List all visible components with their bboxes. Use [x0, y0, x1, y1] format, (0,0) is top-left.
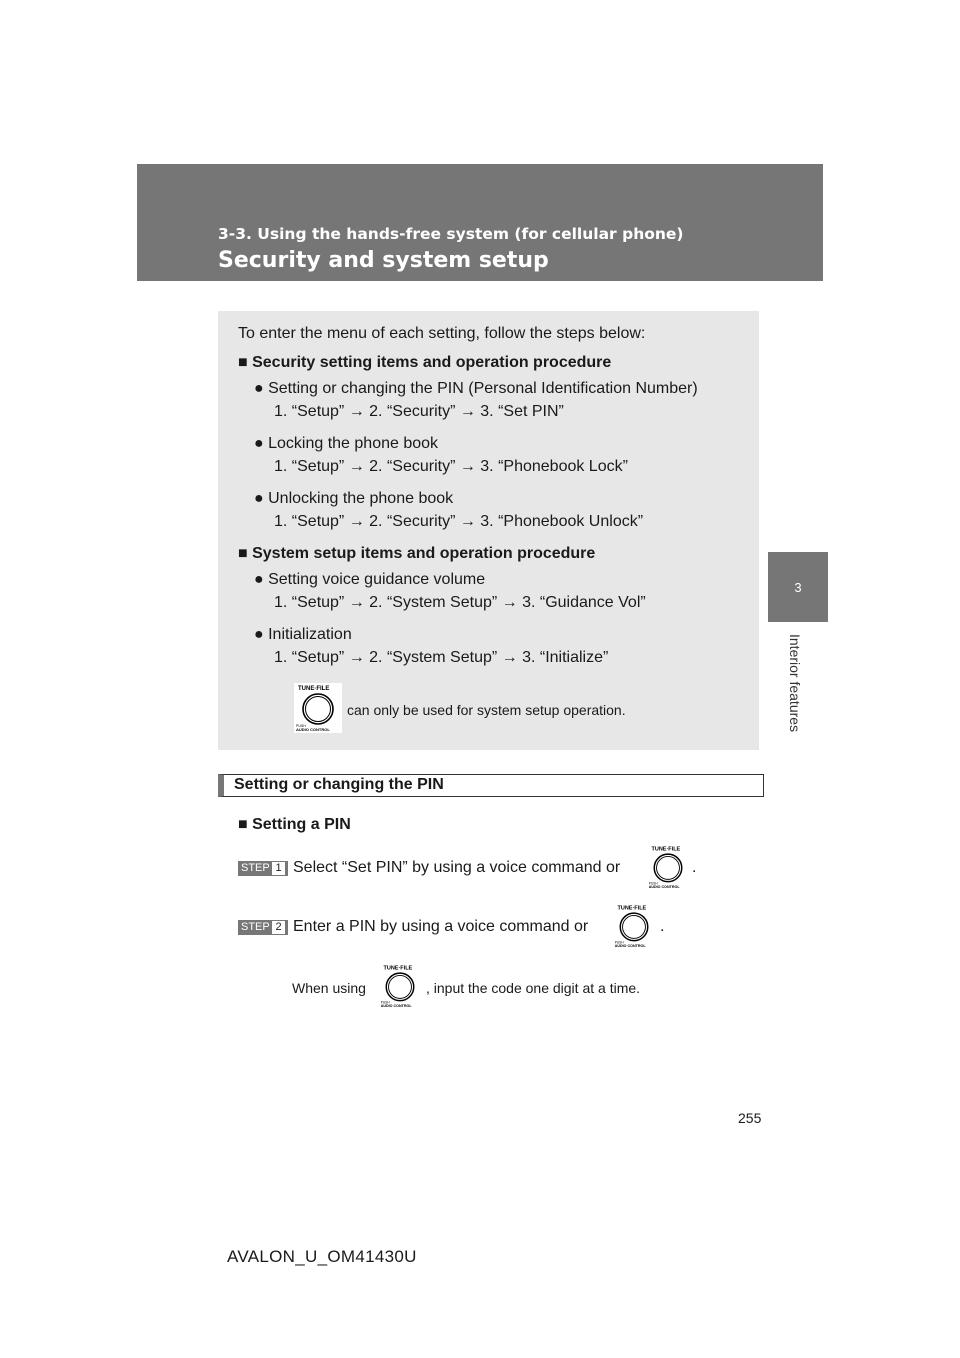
info-box — [218, 311, 759, 750]
step-1-badge: STEP 1 — [238, 861, 288, 876]
intro-text: To enter the menu of each setting, follow the steps below: — [238, 325, 646, 342]
svg-text:AUDIO CONTROL: AUDIO CONTROL — [614, 944, 646, 949]
procedure-steps: 1. “Setup” → 2. “Security” → 3. “Phonebook Lock” — [274, 458, 628, 475]
svg-text:AUDIO CONTROL: AUDIO CONTROL — [380, 1004, 412, 1009]
list-item: ● Initialization — [254, 626, 352, 643]
square-bullet-icon: ■ — [238, 816, 253, 833]
section-heading-bar — [218, 774, 764, 797]
subheading: ■ Setting a PIN — [238, 816, 351, 833]
chapter-number: 3 — [794, 579, 802, 595]
tune-file-knob-icon — [612, 902, 656, 950]
svg-text:TUNE·FILE: TUNE·FILE — [298, 686, 330, 692]
list-item: ● Setting voice guidance volume — [254, 571, 486, 588]
svg-text:TUNE·FILE: TUNE·FILE — [383, 965, 413, 972]
tune-file-knob-icon — [646, 843, 690, 891]
svg-text:AUDIO CONTROL: AUDIO CONTROL — [296, 727, 330, 732]
list-item: ● Unlocking the phone book — [254, 490, 454, 507]
chapter-label: Interior features — [787, 634, 803, 733]
knob-note: can only be used for system setup operation. — [347, 702, 626, 718]
circle-bullet-icon: ● — [254, 490, 269, 507]
list-item: ● Locking the phone book — [254, 435, 439, 452]
note-before: When using — [292, 980, 366, 996]
svg-text:TUNE·FILE: TUNE·FILE — [617, 905, 647, 912]
note-after: , input the code one digit at a time. — [426, 980, 641, 996]
svg-text:TUNE·FILE: TUNE·FILE — [651, 846, 681, 853]
step-1-text: Select “Set PIN” by using a voice command or — [293, 859, 621, 876]
procedure-steps: 1. “Setup” → 2. “Security” → 3. “Phonebook Unlock” — [274, 513, 644, 530]
group-heading-system: ■ System setup items and operation procedure — [238, 545, 596, 562]
step-2-badge: STEP 2 — [238, 920, 288, 935]
svg-text:PUSH: PUSH — [380, 1000, 390, 1005]
tune-file-knob-icon — [378, 962, 422, 1010]
svg-text:PUSH: PUSH — [614, 940, 624, 945]
tune-file-knob-icon — [294, 683, 342, 733]
circle-bullet-icon: ● — [254, 435, 269, 452]
section-label: 3-3. Using the hands-free system (for cellular phone) — [218, 225, 684, 243]
document-code: AVALON_U_OM41430U — [227, 1247, 417, 1266]
page-title: Security and system setup — [218, 248, 549, 273]
circle-bullet-icon: ● — [254, 571, 269, 588]
svg-text:PUSH: PUSH — [648, 881, 658, 886]
page-number: 255 — [738, 1110, 762, 1126]
circle-bullet-icon: ● — [254, 380, 269, 397]
svg-text:AUDIO CONTROL: AUDIO CONTROL — [648, 885, 680, 890]
procedure-steps: 1. “Setup” → 2. “Security” → 3. “Set PIN” — [274, 403, 564, 420]
list-item: ● Setting or changing the PIN (Personal Identification Number) — [254, 380, 698, 397]
step-2-text: Enter a PIN by using a voice command or — [293, 918, 589, 935]
group-heading-security: ■ Security setting items and operation procedure — [238, 354, 612, 371]
section-heading: Setting or changing the PIN — [234, 776, 444, 793]
chapter-tab — [768, 552, 828, 622]
step-1-period: . — [692, 859, 697, 876]
square-bullet-icon: ■ — [238, 545, 253, 562]
circle-bullet-icon: ● — [254, 626, 269, 643]
procedure-steps: 1. “Setup” → 2. “System Setup” → 3. “Guidance Vol” — [274, 594, 646, 611]
step-2-period: . — [660, 918, 665, 935]
procedure-steps: 1. “Setup” → 2. “System Setup” → 3. “Initialize” — [274, 649, 609, 666]
square-bullet-icon: ■ — [238, 354, 253, 371]
svg-text:PUSH: PUSH — [296, 724, 306, 728]
